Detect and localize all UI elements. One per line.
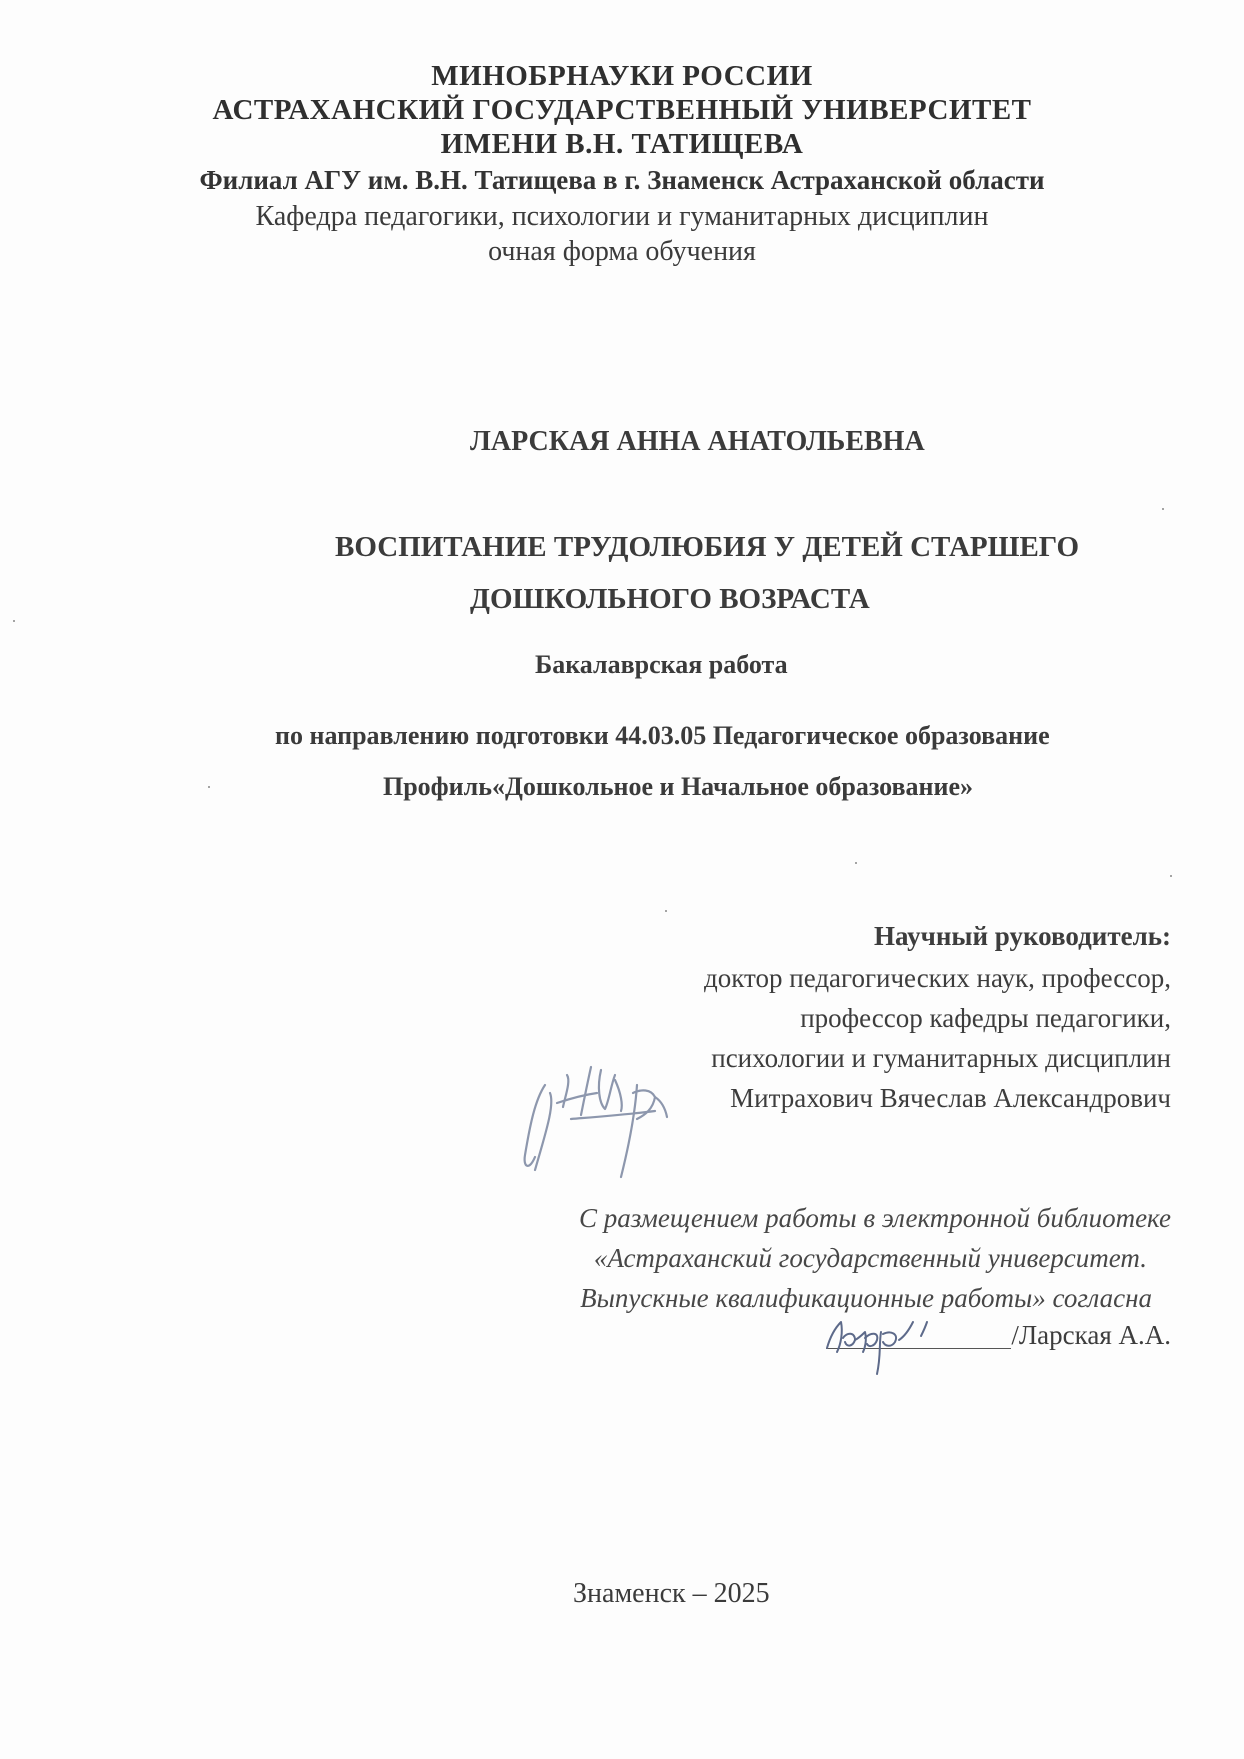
department-name: Кафедра педагогики, психологии и гуманитарных дисциплин [255,201,989,232]
author-name: ЛАРСКАЯ АННА АНАТОЛЬЕВНА [470,426,925,457]
scan-speck [665,910,667,912]
consent-signer-name: /Ларская А.А. [1011,1320,1171,1350]
supervisor-department: психологии и гуманитарных дисциплин [711,1043,1171,1073]
study-direction: по направлению подготовки 44.03.05 Педагогическое образование [275,721,1050,750]
scan-speck [208,786,210,788]
consent-signature-line [826,1322,1171,1349]
supervisor-signature [505,1045,705,1185]
scan-speck [13,620,15,622]
supervisor-position: профессор кафедры педагогики, [800,1003,1171,1033]
scan-speck [855,862,857,864]
scan-speck [1162,508,1164,510]
supervisor-degree: доктор педагогических наук, профессор, [704,963,1171,993]
branch-name: Филиал АГУ им. В.Н. Татищева в г. Знаменск Астраханской области [199,165,1045,195]
consent-line1: С размещением работы в электронной библиотеке [579,1203,1171,1233]
work-type: Бакалаврская работа [535,650,788,679]
scan-speck [1170,875,1172,877]
work-title-line2: ДОШКОЛЬНОГО ВОЗРАСТА [470,583,870,615]
university-name-line2: ИМЕНИ В.Н. ТАТИЩЕВА [440,128,804,160]
study-form: очная форма обучения [488,236,756,267]
consent-line3: Выпускные квалификационные работы» согласна [580,1283,1152,1313]
city-year: Знаменск – 2025 [573,1578,770,1609]
supervisor-heading: Научный руководитель: [874,921,1171,951]
study-profile: Профиль«Дошкольное и Начальное образование» [383,772,974,801]
ministry-heading: МИНОБРНАУКИ РОССИИ [431,60,813,92]
signature-blank [826,1322,1011,1349]
university-name-line1: АСТРАХАНСКИЙ ГОСУДАРСТВЕННЫЙ УНИВЕРСИТЕТ [212,94,1032,126]
work-title-line1: ВОСПИТАНИЕ ТРУДОЛЮБИЯ У ДЕТЕЙ СТАРШЕГО [335,531,1080,563]
consent-line2: «Астраханский государственный университет. [593,1243,1147,1273]
supervisor-name: Митрахович Вячеслав Александрович [730,1083,1171,1113]
